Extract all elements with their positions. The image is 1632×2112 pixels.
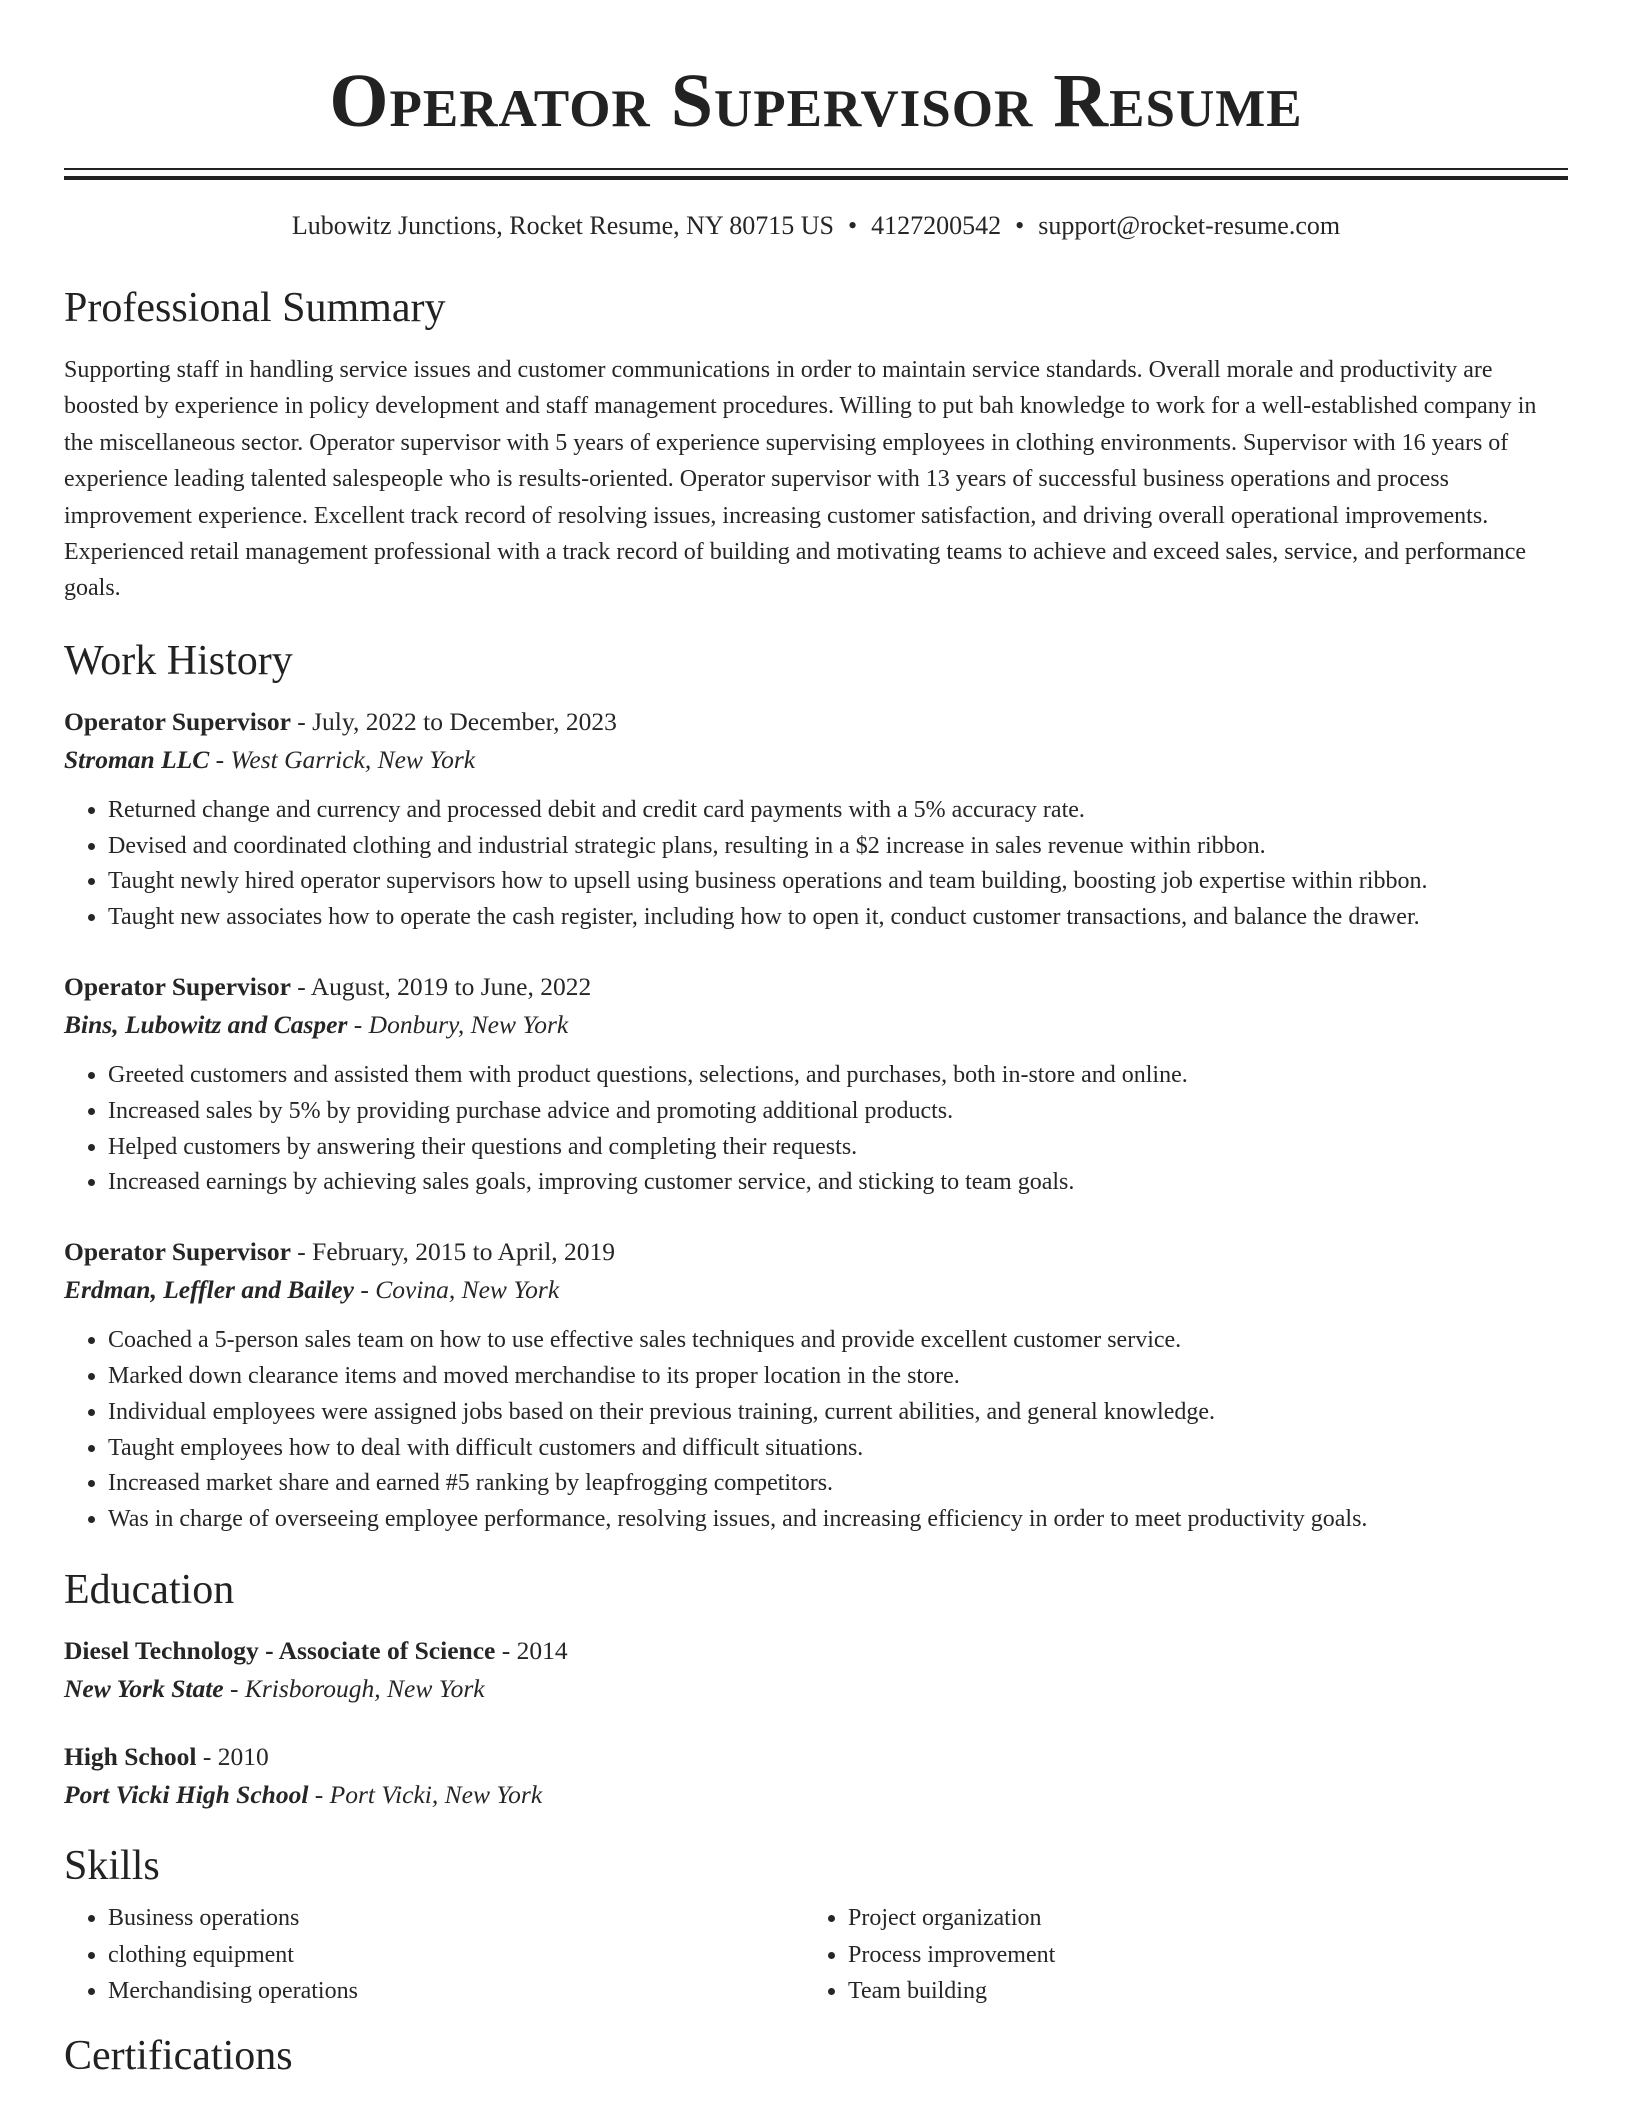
- job-bullet: • Increased market share and earned #5 ranking by leapfrogging competitors.: [108, 1466, 1568, 1502]
- certifications-heading: Certifications: [64, 2032, 293, 2079]
- job-bullet: • Increased sales by 5% by providing purchase advice and promoting additional products.: [108, 1094, 1568, 1130]
- education-school-line: [64, 1776, 1568, 1814]
- work-history-heading: Work History: [64, 637, 293, 684]
- job-bullet: • Coached a 5-person sales team on how to use effective sales techniques and provide excellent customer service.: [108, 1323, 1568, 1359]
- job-title: Operator Supervisor: [64, 972, 291, 1002]
- job-company-line: [64, 741, 1568, 779]
- job-company-line: [64, 1006, 1568, 1044]
- education-entry: [64, 1738, 1568, 1814]
- skill-item: • Team building: [848, 1973, 1544, 2010]
- job-dates: - July, 2022 to December, 2023: [290, 706, 617, 736]
- skill-item: • Process improvement: [848, 1937, 1544, 1974]
- education-school: Port Vicki High School: [64, 1780, 309, 1809]
- job-dates: - August, 2019 to June, 2022: [290, 972, 592, 1002]
- job-bullet: • Taught employees how to deal with difficult customers and difficult situations.: [108, 1431, 1568, 1467]
- skill-item: • Merchandising operations: [108, 1973, 804, 2010]
- job-bullet: • Marked down clearance items and moved merchandise to its proper location in the store.: [108, 1359, 1568, 1395]
- job-location: - Donbury, New York: [347, 1010, 569, 1040]
- job-bullet: • Devised and coordinated clothing and industrial strategic plans, resulting in a $2 increase in sales revenue within ribbon.: [108, 829, 1568, 865]
- education-degree-line: [64, 1632, 1568, 1670]
- job-title-line: [64, 703, 1568, 741]
- education-location: - Krisborough, New York: [223, 1674, 485, 1703]
- skills-column-right: [804, 1900, 1544, 2010]
- job-entry: [64, 703, 1568, 936]
- education-heading: Education: [64, 1567, 235, 1613]
- job-bullets: [64, 1058, 1568, 1201]
- job-bullet: • Taught new associates how to operate the cash register, including how to open it, conduct customer transactions, and balance the drawer.: [108, 900, 1568, 936]
- job-location: - Covina, New York: [353, 1275, 560, 1305]
- education-year: - 2010: [196, 1742, 269, 1771]
- job-bullet: • Increased earnings by achieving sales goals, improving customer service, and sticking to team goals.: [108, 1165, 1568, 1201]
- education-degree: High School: [64, 1742, 197, 1771]
- summary-text: Supporting staff in handling service issues and customer communications in order to maintain service standards. Overall morale and productivity are boosted by experience in policy development and staff management procedures. Willing to put bah knowledge to work for a well-established company in the miscellaneous sector. Operator supervisor with 5 years of experience supervising employees in clothing environments. Supervisor with 16 years of experience leading talented salespeople who is results-oriented. Operator supervisor with 13 years of successful business operations and process improvement experience. Excellent track record of resolving issues, increasing customer satisfaction, and driving overall operational improvements. Experienced retail management professional with a track record of building and motivating teams to achieve and exceed sales, service, and performance goals.: [64, 357, 1537, 602]
- contact-separator: •: [847, 211, 858, 240]
- education-degree: Diesel Technology - Associate of Science: [64, 1636, 496, 1665]
- job-dates: - February, 2015 to April, 2019: [290, 1237, 616, 1267]
- job-bullet: • Was in charge of overseeing employee performance, resolving issues, and increasing efficiency in order to meet productivity goals.: [108, 1502, 1568, 1538]
- summary-heading: Professional Summary: [64, 285, 446, 331]
- job-entry: [64, 968, 1568, 1201]
- job-bullet: • Taught newly hired operator supervisors how to upsell using business operations and team building, boosting job expertise within ribbon.: [108, 864, 1568, 900]
- job-company: Erdman, Leffler and Bailey: [64, 1275, 354, 1305]
- job-title: Operator Supervisor: [64, 706, 291, 736]
- education-degree-line: [64, 1738, 1568, 1776]
- job-company-line: [64, 1271, 1568, 1309]
- education-school: New York State: [64, 1674, 224, 1703]
- job-bullets: [64, 793, 1568, 936]
- skills-column-left: [64, 1900, 804, 2010]
- skill-item: • Project organization: [848, 1900, 1544, 1937]
- contact-address: Lubowitz Junctions, Rocket Resume, NY 80715 US: [291, 211, 834, 240]
- job-bullet: • Individual employees were assigned jobs based on their previous training, current abilities, and general knowledge.: [108, 1395, 1568, 1431]
- skill-item: • clothing equipment: [108, 1937, 804, 1974]
- job-company: Stroman LLC: [64, 744, 210, 774]
- title-divider-thin: [64, 168, 1568, 170]
- education-entry: [64, 1632, 1568, 1708]
- education-school-line: [64, 1670, 1568, 1708]
- job-location: - West Garrick, New York: [209, 744, 476, 774]
- education-location: - Port Vicki, New York: [308, 1780, 543, 1809]
- job-title: Operator Supervisor: [64, 1237, 291, 1267]
- job-bullet: • Greeted customers and assisted them with product questions, selections, and purchases, both in-store and online.: [108, 1058, 1568, 1094]
- job-entry: [64, 1233, 1568, 1538]
- contact-phone: 4127200542: [871, 211, 1002, 240]
- resume-title: Operator Supervisor Resume: [329, 59, 1303, 143]
- education-year: - 2014: [495, 1636, 568, 1665]
- job-bullet: • Returned change and currency and processed debit and credit card payments with a 5% accuracy rate.: [108, 793, 1568, 829]
- contact-email: support@rocket-resume.com: [1038, 211, 1341, 240]
- job-bullets: [64, 1323, 1568, 1538]
- skills-list: [64, 1900, 1568, 2010]
- contact-line: [64, 210, 1568, 242]
- resume-page: [64, 0, 1568, 2080]
- skills-heading: Skills: [64, 1843, 160, 1889]
- job-bullet: • Helped customers by answering their questions and completing their requests.: [108, 1130, 1568, 1166]
- job-company: Bins, Lubowitz and Casper: [64, 1010, 348, 1040]
- title-divider-thick: [64, 176, 1568, 180]
- job-title-line: [64, 968, 1568, 1006]
- contact-separator: •: [1015, 211, 1025, 240]
- skill-item: • Business operations: [108, 1900, 804, 1937]
- job-title-line: [64, 1233, 1568, 1271]
